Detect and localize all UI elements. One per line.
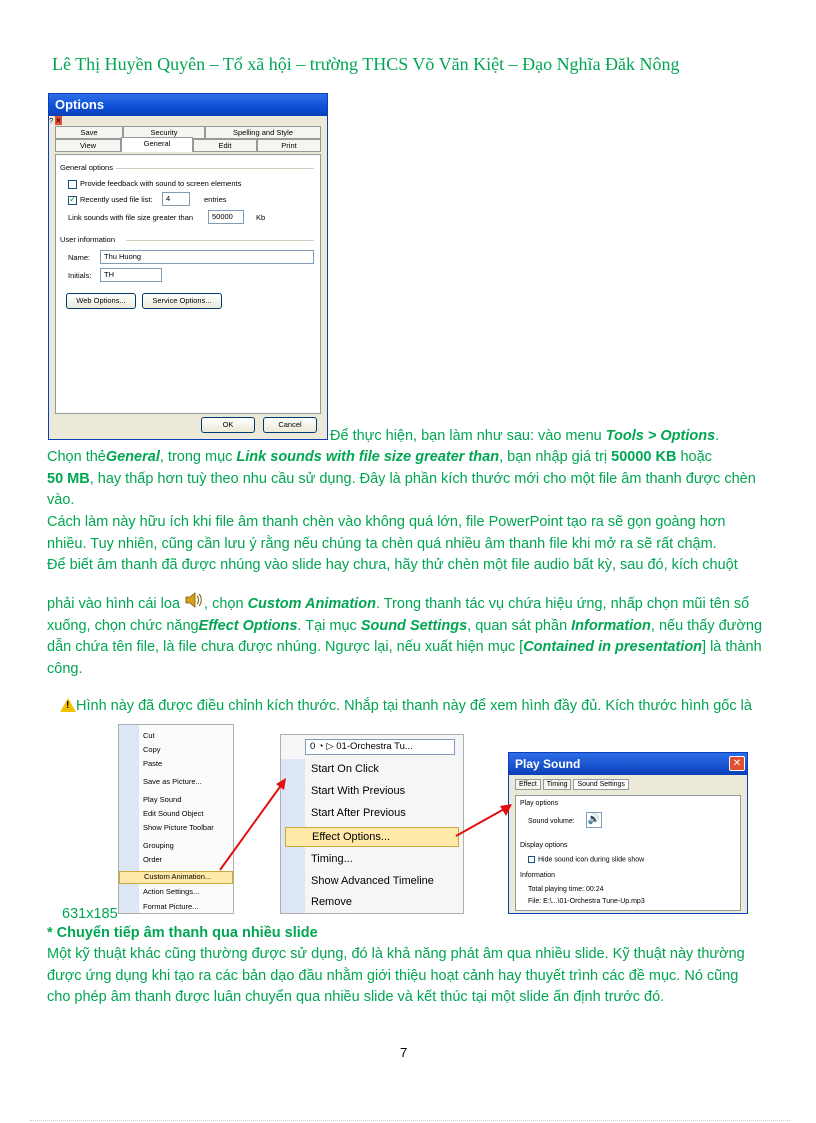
tab-print: Print <box>257 139 321 152</box>
menu-item: Edit Sound Object <box>143 809 204 818</box>
initials-label: Initials: <box>68 271 92 280</box>
footer-divider <box>30 1120 790 1121</box>
dialog-title: Options <box>49 94 327 116</box>
cancel-button: Cancel <box>263 417 317 433</box>
web-options-button: Web Options... <box>66 293 136 309</box>
resize-notice[interactable]: !Hình này đã được điều chỉnh kích thước. Nhắp tại thanh này để xem hình đầy đủ. Kích thước hình gốc là <box>60 698 752 714</box>
play-sound-tabs: Effect Timing Sound Settings <box>515 781 629 788</box>
menu-item: Show Picture Toolbar <box>143 823 214 832</box>
play-options-label: Play options <box>520 800 559 807</box>
volume-icon: 🔊 <box>586 812 602 828</box>
menu-item: Paste <box>143 759 163 768</box>
name-field: Thu Huong <box>100 250 314 264</box>
resize-size: 631x185 <box>62 906 118 922</box>
menu-item-highlighted: Custom Animation... <box>119 871 233 884</box>
menu-item: Copy <box>143 745 161 754</box>
para4: phải vào hình cái loa , chọn Custom Animation. Trong thanh tác vụ chứa hiệu ứng, nhấp chọn mũi tên sổ xuống, chọn chức năngEffect Options. Tại mục Sound Settings, quan sát phần Information, nếu thấy đường dẫn chứa tên file, là file chưa được nhúng. Ngược lại, nếu xuất hiện mục [Contained in presentation] là thành công. <box>47 590 769 680</box>
service-options-button: Service Options... <box>142 293 222 309</box>
tab-save: Save <box>55 126 123 139</box>
arrow-to-play-sound <box>450 796 520 846</box>
page-number: 7 <box>400 1045 408 1060</box>
menu-item-start-after-previous: Start After Previous <box>311 807 406 819</box>
display-options-label: Display options <box>520 842 568 849</box>
tab-spelling: Spelling and Style <box>205 126 321 139</box>
kb-label: Kb <box>256 213 266 222</box>
options-dialog-screenshot <box>48 93 328 440</box>
recent-files-field: 4 <box>162 192 190 206</box>
total-playing-time: Total playing time: 00:24 <box>528 886 604 893</box>
menu-item-start-on-click: Start On Click <box>311 763 379 775</box>
sound-volume-label: Sound volume: <box>528 818 575 825</box>
menu-item: Play Sound <box>143 795 182 804</box>
information-label: Information <box>520 872 556 879</box>
initials-field: TH <box>100 268 162 282</box>
help-icon: ? <box>49 116 54 125</box>
menu-item-remove: Remove <box>311 896 352 908</box>
close-icon: ✕ <box>729 756 745 771</box>
ok-button: OK <box>201 417 255 433</box>
menu-item: Action Settings... <box>143 887 200 896</box>
menu-item: Format Picture... <box>143 902 199 911</box>
menu-item-timing: Timing... <box>311 853 353 865</box>
menu-item-advanced-timeline: Show Advanced Timeline <box>311 875 434 887</box>
general-options-label: General options <box>60 163 113 172</box>
play-sound-screenshot <box>508 752 748 914</box>
play-sound-title: Play Sound <box>509 753 747 775</box>
tab-general: General <box>121 137 193 152</box>
para1-body: Chọn thẻGeneral, trong mục Link sounds with file size greater than, bạn nhập giá trị 50000 KB hoặc 50 MB, hay thấp hơn tuỳ theo nhu cầu sử dụng. Đây là phần kích thước mới cho một file âm thanh được chèn vào. <box>47 449 756 508</box>
warning-icon <box>60 698 76 712</box>
para3: Để biết âm thanh đã được nhúng vào slide hay chưa, hãy thử chèn một file audio bất kỳ, sau đó, kích chuột <box>47 557 738 573</box>
close-icon: ✕ <box>55 116 62 125</box>
feedback-checkbox: Provide feedback with sound to screen elements <box>68 179 241 189</box>
menu-item-effect-options: Effect Options... <box>285 827 459 847</box>
animation-menu-screenshot <box>280 734 464 914</box>
tab-security: Security <box>123 126 205 139</box>
arrow-to-animation-menu <box>200 770 300 880</box>
section-heading: * Chuyển tiếp âm thanh qua nhiều slide <box>47 925 318 941</box>
speaker-icon <box>184 590 204 610</box>
tab-edit: Edit <box>193 139 257 152</box>
general-panel <box>55 154 321 414</box>
hide-icon-checkbox: Hide sound icon during slide show <box>528 856 644 863</box>
name-label: Name: <box>68 253 91 262</box>
link-sounds-field: 50000 <box>208 210 244 224</box>
recent-files-checkbox: ✓Recently used file list: <box>68 195 153 205</box>
menu-item: Grouping <box>143 841 174 850</box>
page-header: Lê Thị Huyền Quyên – Tổ xã hội – trường THCS Võ Văn Kiệt – Đạo Nghĩa Đăk Nông <box>52 54 680 74</box>
link-sounds-label: Link sounds with file size greater than <box>68 213 194 222</box>
menu-item: Cut <box>143 731 155 740</box>
para1-line1: Để thực hiện, bạn làm như sau: vào menu Tools > Options. <box>330 428 720 444</box>
entries-label: entries <box>204 195 227 204</box>
tab-view: View <box>55 139 121 152</box>
file-path: File: E:\...\01-Orchestra Tune-Up.mp3 <box>528 898 645 905</box>
menu-item: Order <box>143 855 163 864</box>
menu-item: Save as Picture... <box>143 777 202 786</box>
para5: Một kỹ thuật khác cũng thường được sử dụng, đó là khả năng phát âm qua nhiều slide. Kỹ thuật này thường được ứng dụng khi tạo ra các bản dạo đầu nhằm giới thiệu hoạt cảnh hay thuyết trình các đề mục. Nó cũng cho phép âm thanh được luân chuyển qua nhiều slide và kết thúc tại một slide ấn định trước đó. <box>47 946 745 1005</box>
para2: Cách làm này hữu ích khi file âm thanh chèn vào không quá lớn, file PowerPoint tạo ra sẽ gọn goàng hơn nhiều. Tuy nhiên, cũng cần lưu ý rằng nếu chúng ta chèn quá nhiều âm thanh file khi mở ra sẽ rất chậm. <box>47 514 726 552</box>
animation-item-field: 0 ◔ ▷ 01-Orchestra Tu... <box>305 739 455 755</box>
menu-item-start-with-previous: Start With Previous <box>311 785 406 797</box>
user-info-label: User information <box>60 235 116 244</box>
